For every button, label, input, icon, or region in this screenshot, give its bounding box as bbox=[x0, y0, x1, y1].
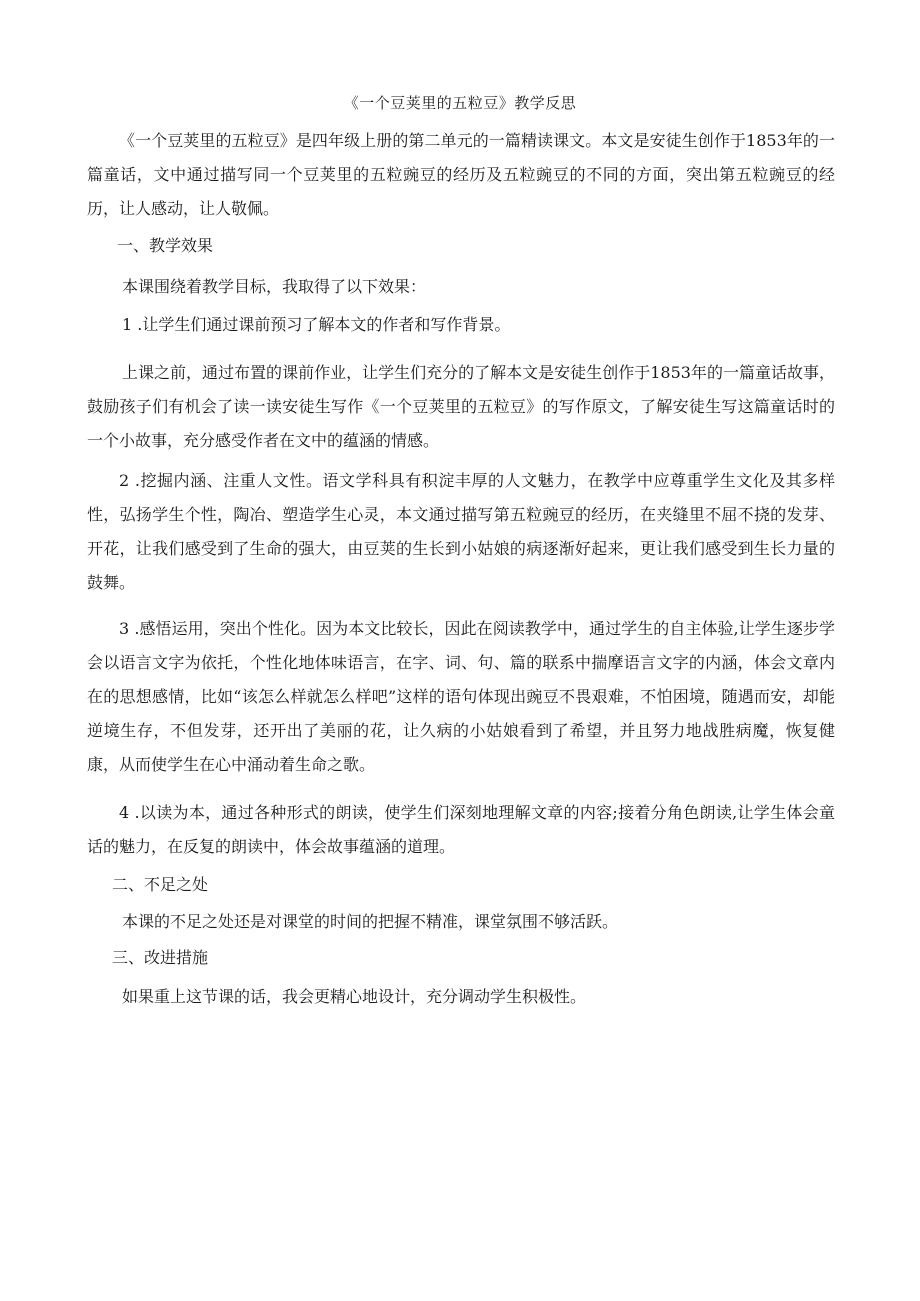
section1-lead-paragraph: 本课围绕着教学目标，我取得了以下效果： bbox=[122, 277, 427, 296]
intro-paragraph: 《一个豆荚里的五粒豆》是四年级上册的第二单元的一篇精读课文。本文是安徒生创作于1853年的一篇童话，文中通过描写同一个豆荚里的五粒豌豆的经历及五粒豌豆的不同的方面，突出第五粒豌豆的经历，让人感动，让人敬佩。 bbox=[87, 131, 835, 218]
item3-paragraph: 3 .感悟运用，突出个性化。因为本文比较长，因此在阅读教学中，通过学生的自主体验,让学生逐步学会以语言文字为依托，个性化地体味语言，在字、词、句、篇的联系中揣摩语言文字的内涵，体会文章内在的思想感情，比如“该怎么样就怎么样吧”这样的语句体现出豌豆不畏艰难，不怕困境，随遇而安，却能逆境生存，不但发芽，还开出了美丽的花，让久病的小姑娘看到了希望，并且努力地战胜病魔，恢复健康，从而使学生在心中涌动着生命之歌。 bbox=[87, 619, 835, 774]
section3-body-paragraph: 如果重上这节课的话，我会更精心地设计，充分调动学生积极性。 bbox=[122, 987, 587, 1006]
section2-body-paragraph: 本课的不足之处还是对课堂的时间的把握不精准，课堂氛围不够活跃。 bbox=[122, 912, 619, 931]
document-title: 《一个豆荚里的五粒豆》教学反思 bbox=[343, 94, 577, 112]
item1-title: 1 .让学生们通过课前预习了解本文的作者和写作背景。 bbox=[122, 315, 511, 334]
section-heading-improvements: 三、改进措施 bbox=[112, 948, 209, 967]
item2-paragraph: 2 .挖掘内涵、注重人文性。语文学科具有积淀丰厚的人文魅力，在教学中应尊重学生文化及其多样性，弘扬学生个性，陶冶、塑造学生心灵，本文通过描写第五粒豌豆的经历，在夹缝里不屈不挠的发芽、开花，让我们感受到了生命的强大，由豆荚的生长到小姑娘的病逐渐好起来，更让我们感受到生长力量的鼓舞。 bbox=[87, 471, 835, 592]
item1-body-paragraph: 上课之前，通过布置的课前作业，让学生们充分的了解本文是安徒生创作于1853年的一篇童话故事，鼓励孩子们有机会了读一读安徒生写作《一个豆荚里的五粒豆》的写作原文，了解安徒生写这篇童话时的一个小故事，充分感受作者在文中的蕴涵的情感。 bbox=[87, 363, 835, 450]
item4-paragraph: 4 .以读为本，通过各种形式的朗读，使学生们深刻地理解文章的内容;接着分角色朗读,让学生体会童话的魅力，在反复的朗读中，体会故事蕴涵的道理。 bbox=[87, 803, 835, 856]
section-heading-shortcomings: 二、不足之处 bbox=[112, 875, 209, 894]
section-heading-teaching-effect: 一、教学效果 bbox=[117, 236, 214, 255]
